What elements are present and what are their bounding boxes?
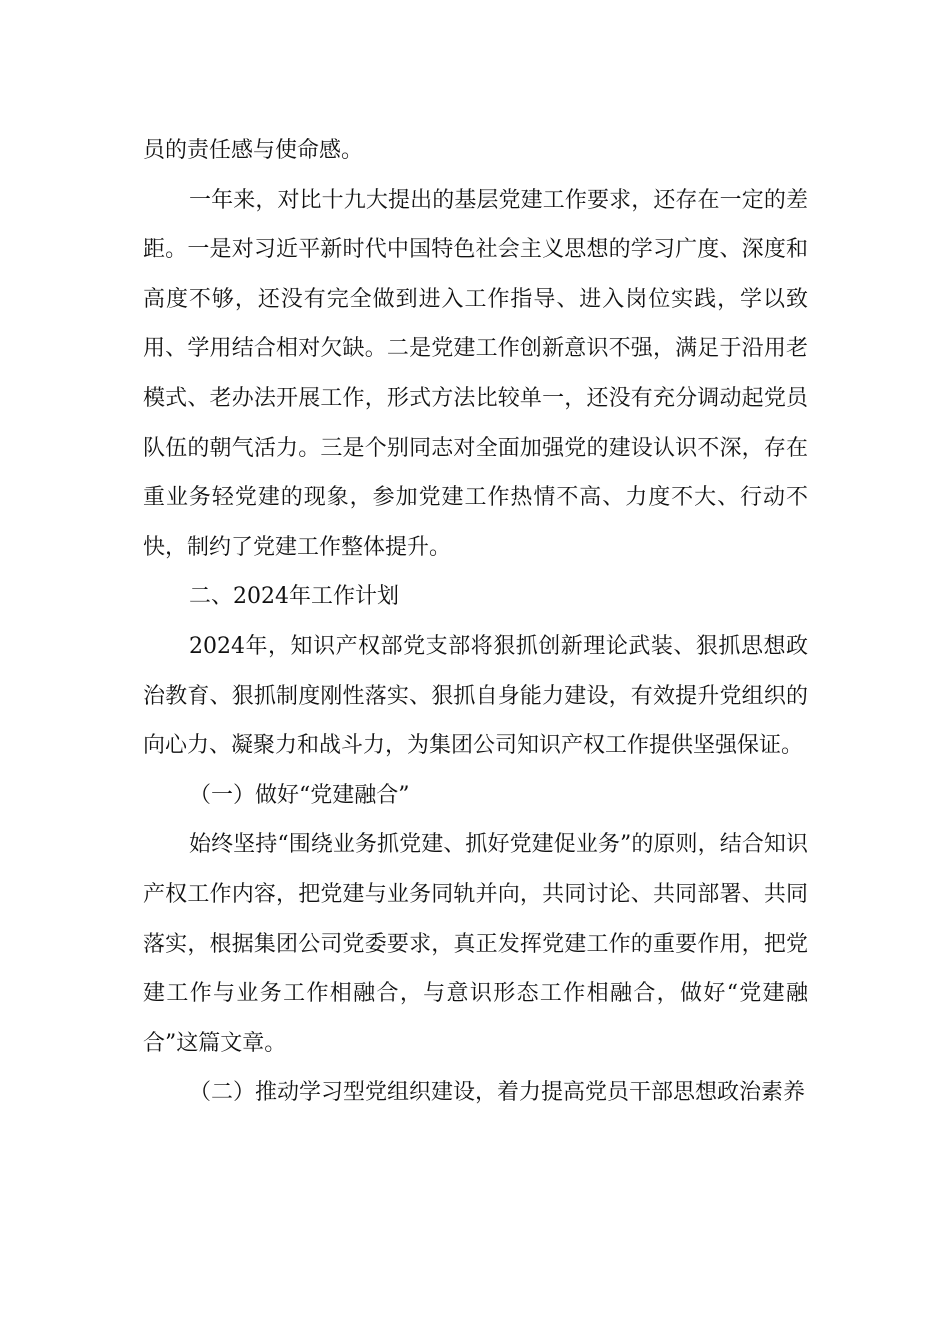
paragraph-4: 始终坚持“围绕业务抓党建、抓好党建促业务”的原则，结合知识产权工作内容，把党建与业务同轨并向，共同讨论、共同部署、共同落实，根据集团公司党委要求，真正发挥党建工作的重要作用，把党建工作与业务工作相融合，与意识形态工作相融合，做好“党建融合”这篇文章。: [143, 832, 808, 1056]
paragraph-2: 一年来，对比十九大提出的基层党建工作要求，还存在一定的差距。一是对习近平新时代中国特色社会主义思想的学习广度、深度和高度不够，还没有完全做到进入工作指导、进入岗位实践，学以致用、学用结合相对欠缺。二是党建工作创新意识不强，满足于沿用老模式、老办法开展工作，形式方法比较单一，还没有充分调动起党员队伍的朝气活力。三是个别同志对全面加强党的建设认识不深，存在重业务轻党建的现象，参加党建工作热情不高、力度不大、行动不快，制约了党建工作整体提升。: [143, 187, 808, 560]
paragraph-3: 2024年，知识产权部党支部将狠抓创新理论武装、狠抓思想政治教育、狠抓制度刚性落实、狠抓自身能力建设，有效提升党组织的向心力、凝聚力和战斗力，为集团公司知识产权工作提供坚强保证。: [143, 633, 808, 759]
section-heading-plan: 二、2024年工作计划: [189, 584, 399, 610]
subsection-heading-1: （一）做好“党建融合”: [189, 782, 410, 808]
subsection-heading-2: （二）推动学习型党组织建设，着力提高党员干部思想政治素养: [189, 1080, 806, 1106]
paragraph-1: 员的责任感与使命感。: [143, 138, 364, 163]
document-body: [143, 126, 808, 1118]
